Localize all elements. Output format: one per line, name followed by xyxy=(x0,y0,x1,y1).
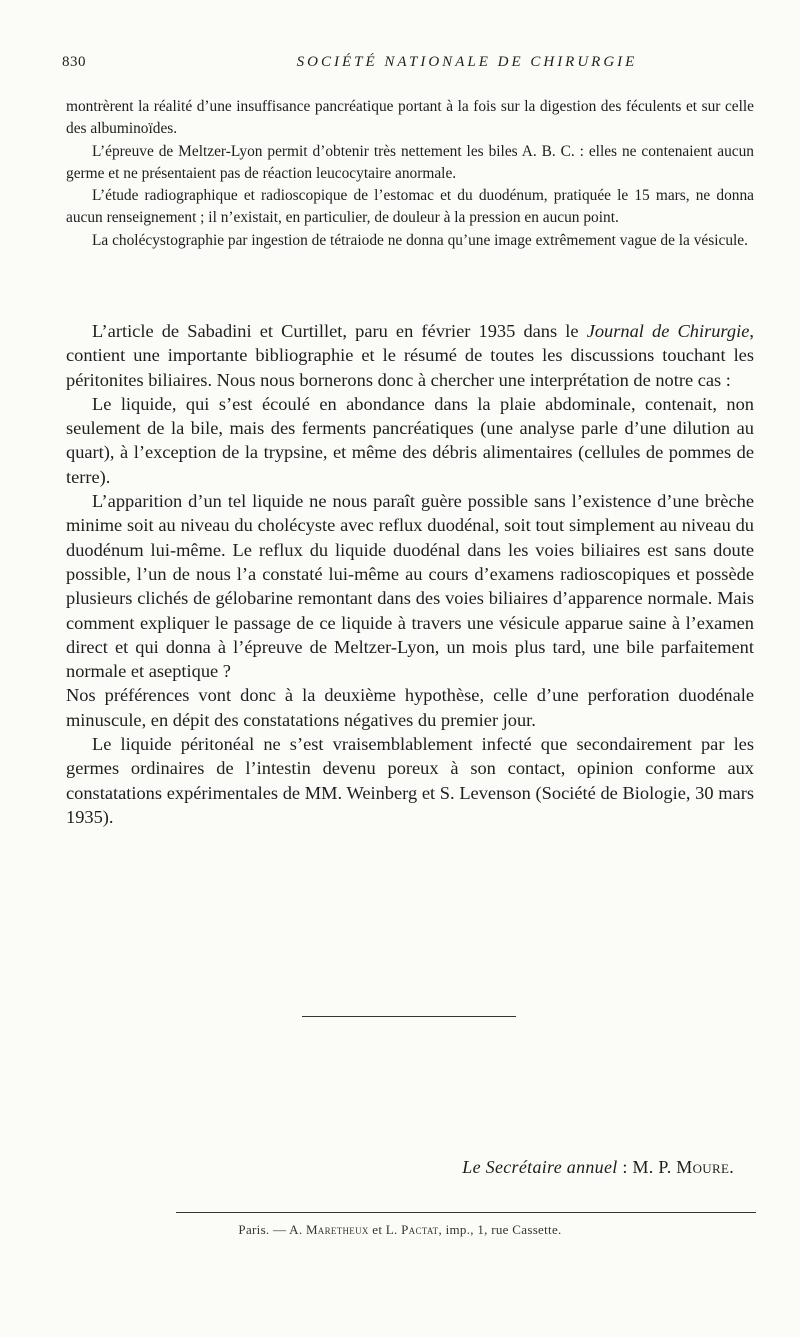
running-title: SOCIÉTÉ NATIONALE DE CHIRURGIE xyxy=(296,54,638,70)
paragraph-preference: Nos préférences vont donc à la deuxième hypothèse, celle d’une perforation duodénale minuscule, en dépit des constatations négatives du premier jour. xyxy=(66,685,754,730)
text-after-journal: , contient une importante bibliographie et le résumé de toutes les discussions touchant les péritonites biliaires. Nous nous bornerons donc à chercher une interprétation de notre cas : xyxy=(66,321,754,390)
text-before-journal: L’article de Sabadini et Curtillet, paru en février 1935 dans le xyxy=(92,321,587,341)
imprint-address: , imp., 1, rue Cassette. xyxy=(438,1222,562,1237)
signature-role: Le Secrétaire annuel xyxy=(462,1157,618,1177)
paragraph-continuation: montrèrent la réalité d’une insuffisance pancréatique portant à la fois sur la digestion des féculents et sur celle des albuminoïdes. xyxy=(66,98,754,138)
imprint-city: Paris. — A. xyxy=(238,1222,306,1237)
paragraph-radiography: L’étude radiographique et radioscopique de l’estomac et du duodénum, pratiquée le 15 mars, ne donna aucun renseignement ; il n’existait, en particulier, de douleur à la pression en aucun point. xyxy=(66,187,754,227)
page-header xyxy=(62,54,752,76)
discussion-section xyxy=(66,319,754,829)
printer-imprint xyxy=(0,1222,800,1238)
paragraph-liquid: Le liquide, qui s’est écoulé en abondance dans la plaie abdominale, contenait, non seulement de la bile, mais des ferments pancréatiques (une analyse parle d’une dilution au quart), à l’exception de la trypsine, et même des débris alimentaires (cellules de pommes de terre). xyxy=(66,393,754,487)
journal-title: Journal de Chirurgie xyxy=(586,321,750,341)
signature-separator: : xyxy=(617,1157,633,1177)
paragraph-sabadini-article xyxy=(66,319,754,392)
imprint-divider xyxy=(176,1212,756,1213)
imprint-printer-2: Pactat xyxy=(401,1222,439,1237)
imprint-printer-1: Maretheux xyxy=(305,1222,369,1237)
imprint-et: et L. xyxy=(368,1222,402,1237)
paragraph-infection: Le liquide péritonéal ne s’est vraisemblablement infecté que secondairement par les germes ordinaires de l’intestin devenu poreux à son contact, opinion conforme aux constatations expérimentales de MM. Weinberg et S. Levenson (Société de Biologie, 30 mars 1935). xyxy=(66,734,754,827)
signature-name: M. P. Moure. xyxy=(632,1157,734,1177)
case-report-section xyxy=(66,96,754,252)
paragraph-hypotheses: L’apparition d’un tel liquide ne nous paraît guère possible sans l’existence d’une brèche minime soit au niveau du cholécyste avec reflux duodénal, soit tout simplement au niveau du duodénum lui-même. Le reflux du liquide duodénal dans les voies biliaires est sans doute possible, l’un de nous l’a constaté lui-même au cours d’examens radioscopiques et possède plusieurs clichés de gélobarine remontant dans des voies biliaires d’apparence normale. Mais comment expliquer le passage de ce liquide à travers une vésicule apparue saine à l’examen direct et qui donna à l’épreuve de Meltzer-Lyon, un mois plus tard, une bile parfaitement normale et aseptique ? xyxy=(66,491,754,682)
page-number: 830 xyxy=(62,54,86,70)
paragraph-meltzer-lyon: L’épreuve de Meltzer-Lyon permit d’obtenir très nettement les biles A. B. C. : elles ne contenaient aucun germe et ne présentaient pas de réaction leucocytaire anormale. xyxy=(66,142,754,182)
section-divider xyxy=(302,1016,516,1017)
signature-line xyxy=(462,1157,734,1178)
paragraph-cholecystography: La cholécystographie par ingestion de tétraiode ne donna qu’une image extrêmement vague de la vésicule. xyxy=(92,231,748,249)
